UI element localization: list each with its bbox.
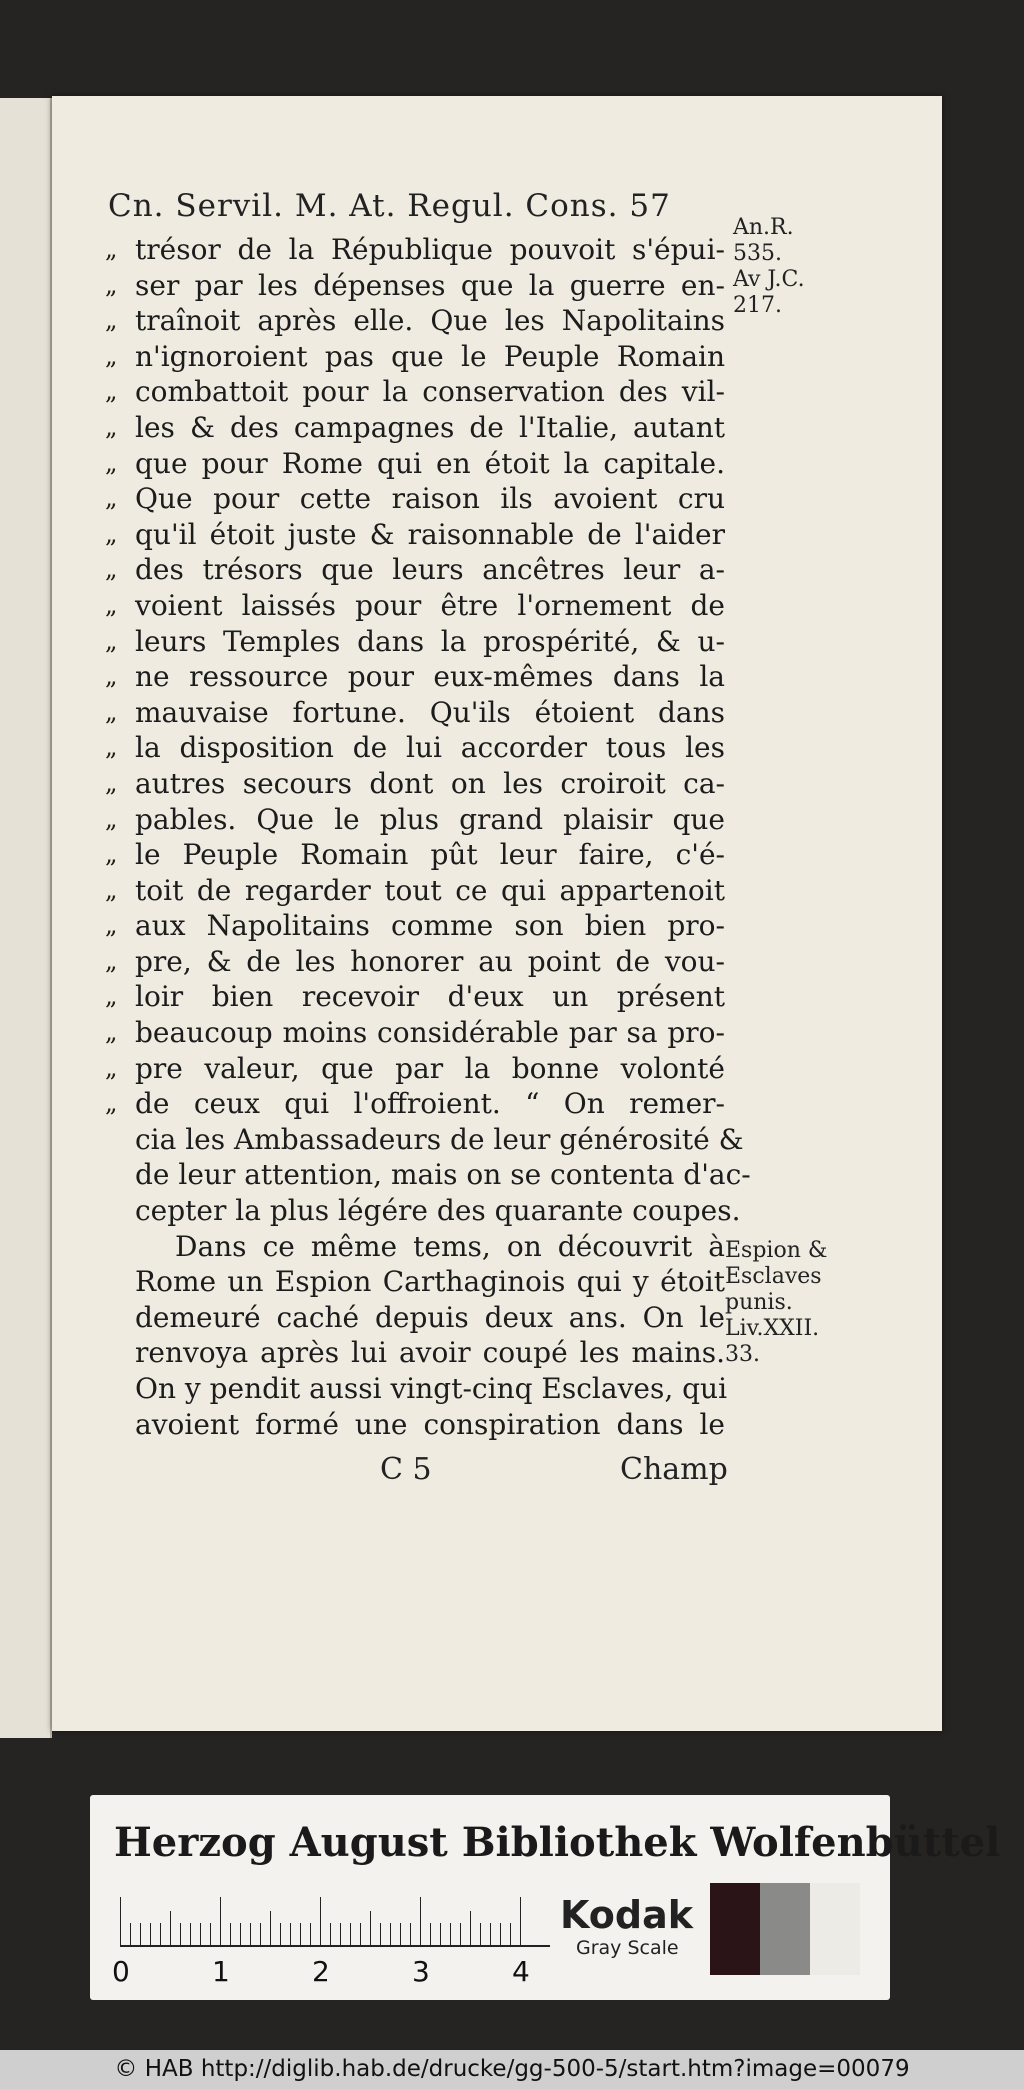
measurement-ruler <box>120 1895 550 1947</box>
ruler-tick <box>460 1923 461 1945</box>
ruler-number: 4 <box>512 1955 530 1988</box>
library-name: Herzog August Bibliothek Wolfenbüttel <box>114 1819 1001 1866</box>
ruler-tick <box>210 1923 211 1945</box>
ruler-number: 3 <box>412 1955 430 1988</box>
text-line <box>105 979 725 1015</box>
line-text: cepter la plus légére des quarante coupes. <box>135 1194 741 1228</box>
ruler-tick <box>440 1923 441 1945</box>
catchword: Champ <box>620 1452 728 1487</box>
quote-mark <box>105 1300 135 1336</box>
text-line <box>105 1157 751 1193</box>
ruler-number: 2 <box>312 1955 330 1988</box>
quote-mark: „ <box>105 662 118 691</box>
line-text: la disposition de lui accorder tous les <box>135 731 725 765</box>
body-text <box>105 232 751 1442</box>
line-text: avoient formé une conspiration dans le <box>135 1407 725 1441</box>
ruler-tick <box>260 1923 261 1945</box>
line-text: pables. Que le plus grand plaisir que <box>135 802 725 836</box>
ruler-tick <box>240 1923 241 1945</box>
signature-mark: C 5 <box>380 1452 432 1487</box>
line-text: Rome un Espion Carthaginois qui y étoit <box>135 1265 725 1299</box>
text-line <box>105 232 725 268</box>
ruler-number: 1 <box>212 1955 230 1988</box>
quote-mark: „ <box>105 519 118 548</box>
quote-mark: „ <box>105 1018 118 1047</box>
text-line <box>105 1193 741 1229</box>
text-line <box>105 908 725 944</box>
line-text: n'ignoroient pas que le Peuple Romain <box>135 339 725 373</box>
line-text: leurs Temples dans la prospérité, & u- <box>135 624 725 658</box>
quote-mark: „ <box>105 697 118 726</box>
line-text: renvoya après lui avoir coupé les mains. <box>135 1336 725 1370</box>
ruler-tick <box>360 1923 361 1945</box>
quote-mark <box>105 1229 135 1265</box>
text-line <box>105 695 725 731</box>
copyright-caption: © HAB http://diglib.hab.de/drucke/gg-500-5/start.htm?image=00079 <box>0 2050 1024 2089</box>
quote-mark: „ <box>105 1053 118 1082</box>
quote-mark: „ <box>105 412 118 441</box>
line-text: de leur attention, mais on se contenta d'ac- <box>135 1158 751 1192</box>
ruler-tick <box>310 1923 311 1945</box>
text-line <box>105 873 725 909</box>
ruler-tick <box>350 1923 351 1945</box>
kodak-logo: Kodak <box>560 1893 693 1937</box>
text-line <box>105 1264 725 1300</box>
line-text: On y pendit aussi vingt-cinq Esclaves, qui <box>135 1372 728 1405</box>
ruler-tick <box>160 1923 161 1945</box>
text-line <box>105 588 725 624</box>
ruler-number: 0 <box>112 1955 130 1988</box>
text-line <box>105 303 725 339</box>
quote-mark: „ <box>105 448 118 477</box>
quote-mark <box>105 1122 135 1158</box>
line-text: combattoit pour la conservation des vil- <box>135 375 725 409</box>
line-text: que pour Rome qui en étoit la capitale. <box>135 446 725 480</box>
ruler-tick <box>510 1923 511 1945</box>
text-line <box>105 659 725 695</box>
ruler-tick <box>280 1923 281 1945</box>
line-text: Dans ce même tems, on découvrit à <box>175 1229 725 1263</box>
line-text: cia les Ambassadeurs de leur générosité & <box>135 1122 744 1156</box>
line-text: autres secours dont on les croiroit ca- <box>135 766 725 800</box>
line-text: trésor de la République pouvoit s'épui- <box>135 233 725 266</box>
ruler-tick <box>290 1923 291 1945</box>
ruler-tick <box>230 1923 231 1945</box>
ruler-tick <box>150 1923 151 1945</box>
line-text: traînoit après elle. Que les Napolitains <box>135 304 725 338</box>
text-line <box>105 802 725 838</box>
ruler-tick <box>450 1923 451 1945</box>
ruler-tick <box>500 1923 501 1945</box>
quote-mark: „ <box>105 341 118 370</box>
ruler-tick <box>300 1923 301 1945</box>
quote-mark: „ <box>105 768 118 797</box>
quote-mark <box>105 1157 135 1193</box>
line-text: de ceux qui l'offroient. “ On remer- <box>135 1087 725 1121</box>
quote-mark: „ <box>105 982 118 1011</box>
quote-mark <box>105 1335 135 1371</box>
line-text: ne ressource pour eux-mêmes dans la <box>135 660 725 694</box>
line-text: les & des campagnes de l'Italie, autant <box>135 410 725 444</box>
line-text: aux Napolitains comme son bien pro- <box>135 909 725 943</box>
line-text: mauvaise fortune. Qu'ils étoient dans <box>135 695 725 729</box>
ruler-tick <box>370 1911 371 1945</box>
ruler-tick <box>420 1897 421 1945</box>
ruler-tick <box>120 1897 121 1945</box>
text-line <box>105 1086 725 1122</box>
quote-mark <box>105 1264 135 1300</box>
ruler-tick <box>430 1923 431 1945</box>
ruler-tick <box>270 1911 271 1945</box>
line-text: Que pour cette raison ils avoient cru <box>135 482 725 516</box>
ruler-tick <box>190 1923 191 1945</box>
quote-mark: „ <box>105 1089 118 1118</box>
quote-mark: „ <box>105 911 118 940</box>
line-text: toit de regarder tout ce qui appartenoit <box>135 873 725 907</box>
line-text: beaucoup moins considérable par sa pro- <box>135 1016 725 1050</box>
ruler-tick <box>140 1923 141 1945</box>
quote-mark: „ <box>105 875 118 904</box>
ruler-tick <box>480 1923 481 1945</box>
line-text: loir bien recevoir d'eux un présent <box>135 980 725 1014</box>
text-line <box>105 1300 725 1336</box>
text-line <box>105 339 725 375</box>
text-line <box>105 1229 725 1265</box>
ruler-tick <box>220 1897 221 1945</box>
text-line <box>105 1015 725 1051</box>
ruler-tick <box>330 1923 331 1945</box>
quote-mark: „ <box>105 270 118 299</box>
text-line <box>105 1371 728 1407</box>
quote-mark: „ <box>105 235 118 263</box>
ruler-tick <box>340 1923 341 1945</box>
line-text: pre valeur, que par la bonne volonté <box>135 1051 725 1085</box>
line-text: pre, & de les honorer au point de vou- <box>135 944 725 978</box>
gray-swatch <box>760 1883 810 1975</box>
text-line <box>105 1407 725 1443</box>
text-line <box>105 374 725 410</box>
line-text: voient laissés pour être l'ornement de <box>135 588 725 622</box>
line-text: le Peuple Romain pût leur faire, c'é- <box>135 838 725 872</box>
color-calibration-card <box>90 1795 1001 2000</box>
text-line <box>105 1122 744 1158</box>
gray-scale-label: Gray Scale <box>576 1937 679 1959</box>
gray-swatch <box>710 1883 760 1975</box>
ruler-tick <box>390 1923 391 1945</box>
ruler-tick <box>520 1897 521 1945</box>
text-line <box>105 837 725 873</box>
quote-mark: „ <box>105 590 118 619</box>
text-line <box>105 1051 725 1087</box>
line-text: des trésors que leurs ancêtres leur a- <box>135 553 725 587</box>
ruler-tick <box>250 1923 251 1945</box>
quote-mark <box>105 1407 135 1443</box>
quote-mark: „ <box>105 733 118 762</box>
ruler-tick <box>170 1911 171 1945</box>
quote-mark <box>105 1193 135 1229</box>
ruler-tick <box>320 1897 321 1945</box>
text-line <box>105 410 725 446</box>
quote-mark: „ <box>105 840 118 869</box>
margin-note-date: An.R. 535. Av J.C. 217. <box>733 215 805 318</box>
line-text: ser par les dépenses que la guerre en- <box>135 268 725 302</box>
line-text: qu'il étoit juste & raisonnable de l'aider <box>135 517 725 551</box>
gray-swatch <box>810 1883 860 1975</box>
quote-mark: „ <box>105 306 118 335</box>
quote-mark: „ <box>105 555 118 584</box>
quote-mark: „ <box>105 946 118 975</box>
text-line <box>105 624 725 660</box>
text-line <box>105 446 725 482</box>
ruler-tick <box>130 1923 131 1945</box>
text-line <box>105 1335 725 1371</box>
text-line <box>105 268 725 304</box>
text-line <box>105 766 725 802</box>
quote-mark: „ <box>105 377 118 406</box>
quote-mark: „ <box>105 804 118 833</box>
text-line <box>105 517 725 553</box>
text-line <box>105 481 725 517</box>
ruler-tick <box>180 1923 181 1945</box>
text-line <box>105 944 725 980</box>
ruler-tick <box>410 1923 411 1945</box>
quote-mark: „ <box>105 484 118 513</box>
ruler-tick <box>470 1911 471 1945</box>
quote-mark: „ <box>105 626 118 655</box>
ruler-tick <box>200 1923 201 1945</box>
line-text: demeuré caché depuis deux ans. On le <box>135 1300 725 1334</box>
text-line <box>105 552 725 588</box>
ruler-tick <box>400 1923 401 1945</box>
quote-mark <box>105 1371 135 1407</box>
previous-page-edge <box>0 98 52 1738</box>
text-line <box>105 730 725 766</box>
ruler-tick <box>380 1923 381 1945</box>
margin-note-topic: Espion & Esclaves punis. Liv.XXII. 33. <box>725 1238 828 1367</box>
running-head: Cn. Servil. M. At. Regul. Cons. 57 <box>108 188 671 224</box>
ruler-tick <box>490 1923 491 1945</box>
